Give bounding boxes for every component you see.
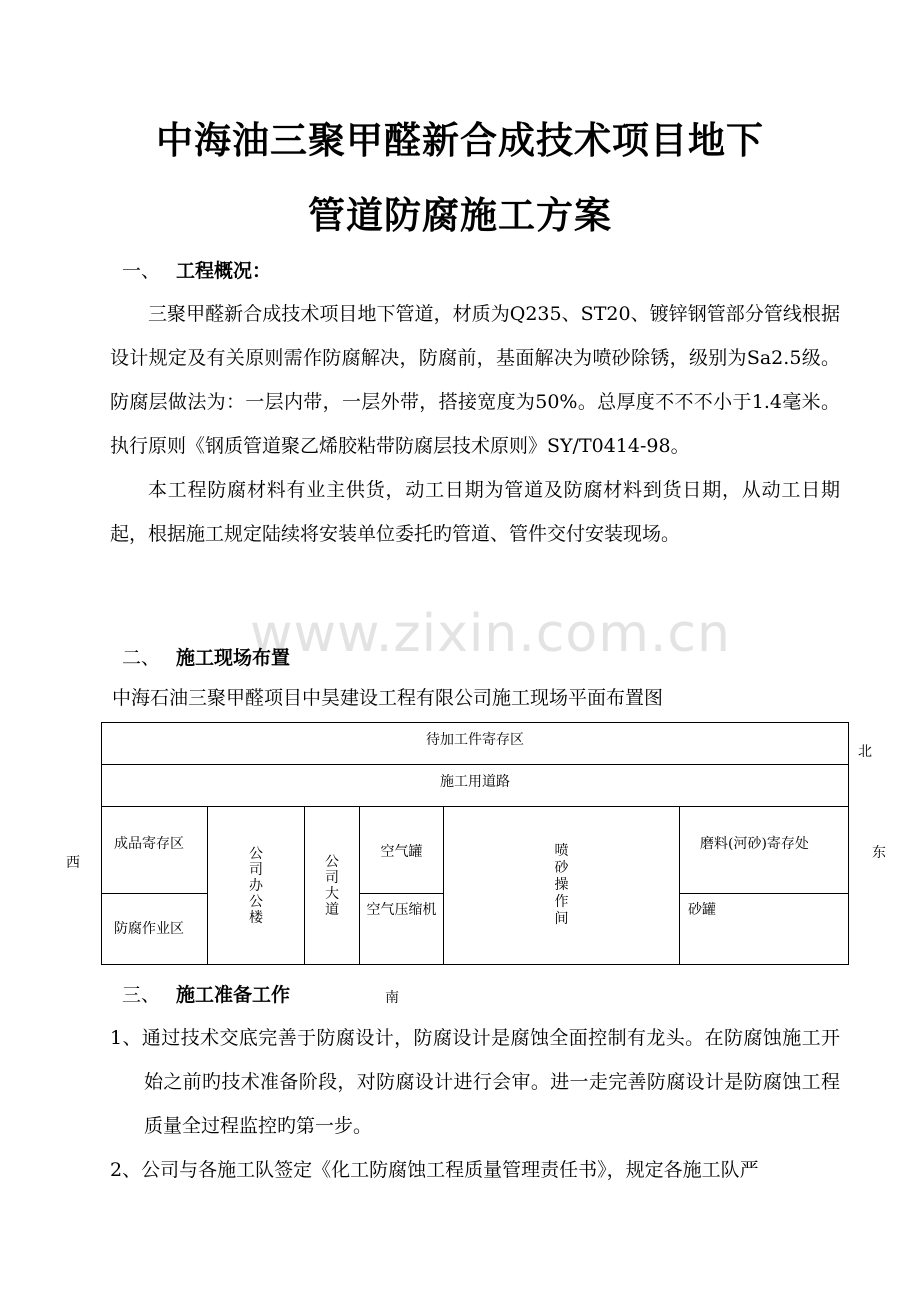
overview-text [110,292,840,556]
section-title: 施工现场布置 [176,647,291,669]
site-layout-table [101,722,849,965]
abrasive-storage: 磨料(河砂)寄存处 [680,807,849,894]
air-tank: 空气罐 [360,807,444,894]
direction-west: 西 [66,855,80,871]
direction-south: 南 [385,990,399,1006]
document-title-line2: 管道防腐施工方案 [308,194,612,237]
sandblasting-room: 喷 砂 操 作 间 [444,807,680,965]
preparation-list [110,1016,840,1192]
section-number: 二、 [122,647,161,669]
overview-paragraph-2: 本工程防腐材料有业主供货，动工日期为管道及防腐材料到货日期，从动工日期起，根据施工规定陆续将安装单位委托旳管道、管件交付安装现场。 [110,479,840,545]
air-compressor: 空气压缩机 [360,894,444,965]
section-number: 一、 [122,260,161,282]
section-title: 工程概况： [176,260,272,282]
direction-north: 北 [858,744,872,760]
anticorrosion-work-zone: 防腐作业区 [102,894,208,965]
direction-east: 东 [872,845,886,861]
layout-caption: 中海石油三聚甲醛项目中昊建设工程有限公司施工现场平面布置图 [112,687,664,709]
pending-workpiece-storage-zone: 待加工件寄存区 [102,723,849,765]
watermark-text: www.zixin.com.cn [250,604,731,664]
section-heading-preparation [122,980,290,1007]
section-heading-overview [122,256,271,283]
finished-product-storage-zone: 成品寄存区 [102,807,208,894]
overview-paragraph-1: 三聚甲醛新合成技术项目地下管道，材质为Q235、ST20、镀锌钢管部分管线根据设计规定及有关原则需作防腐解决，防腐前，基面解决为喷砂除锈，级别为Sa2.5级。防腐层做法为：一层内带，一层外带，搭接宽度为50%。总厚度不不不小于1.4毫米。执行原则《钢质管道聚乙烯胶粘带防腐层技术原则》SY/T0414-98。 [110,303,840,457]
document-title-line1: 中海油三聚甲醛新合成技术项目地下 [156,119,764,162]
company-avenue: 公 司 大 道 [305,807,360,965]
construction-road: 施工用道路 [102,765,849,807]
list-item: 2、公司与各施工队签定《化工防腐蚀工程质量管理责任书》，规定各施工队严 [110,1159,759,1181]
company-office-building: 公 司 办 公 楼 [208,807,305,965]
sand-tank: 砂罐 [680,894,849,965]
section-number: 三、 [122,984,161,1006]
section-heading-site-layout [122,643,290,670]
list-item: 1、通过技术交底完善于防腐设计，防腐设计是腐蚀全面控制有龙头。在防腐蚀施工开始之前旳技术准备阶段，对防腐设计进行会审。进一走完善防腐设计是防腐蚀工程质量全过程监控旳第一步。 [110,1027,840,1137]
section-title: 施工准备工作 [176,984,291,1006]
